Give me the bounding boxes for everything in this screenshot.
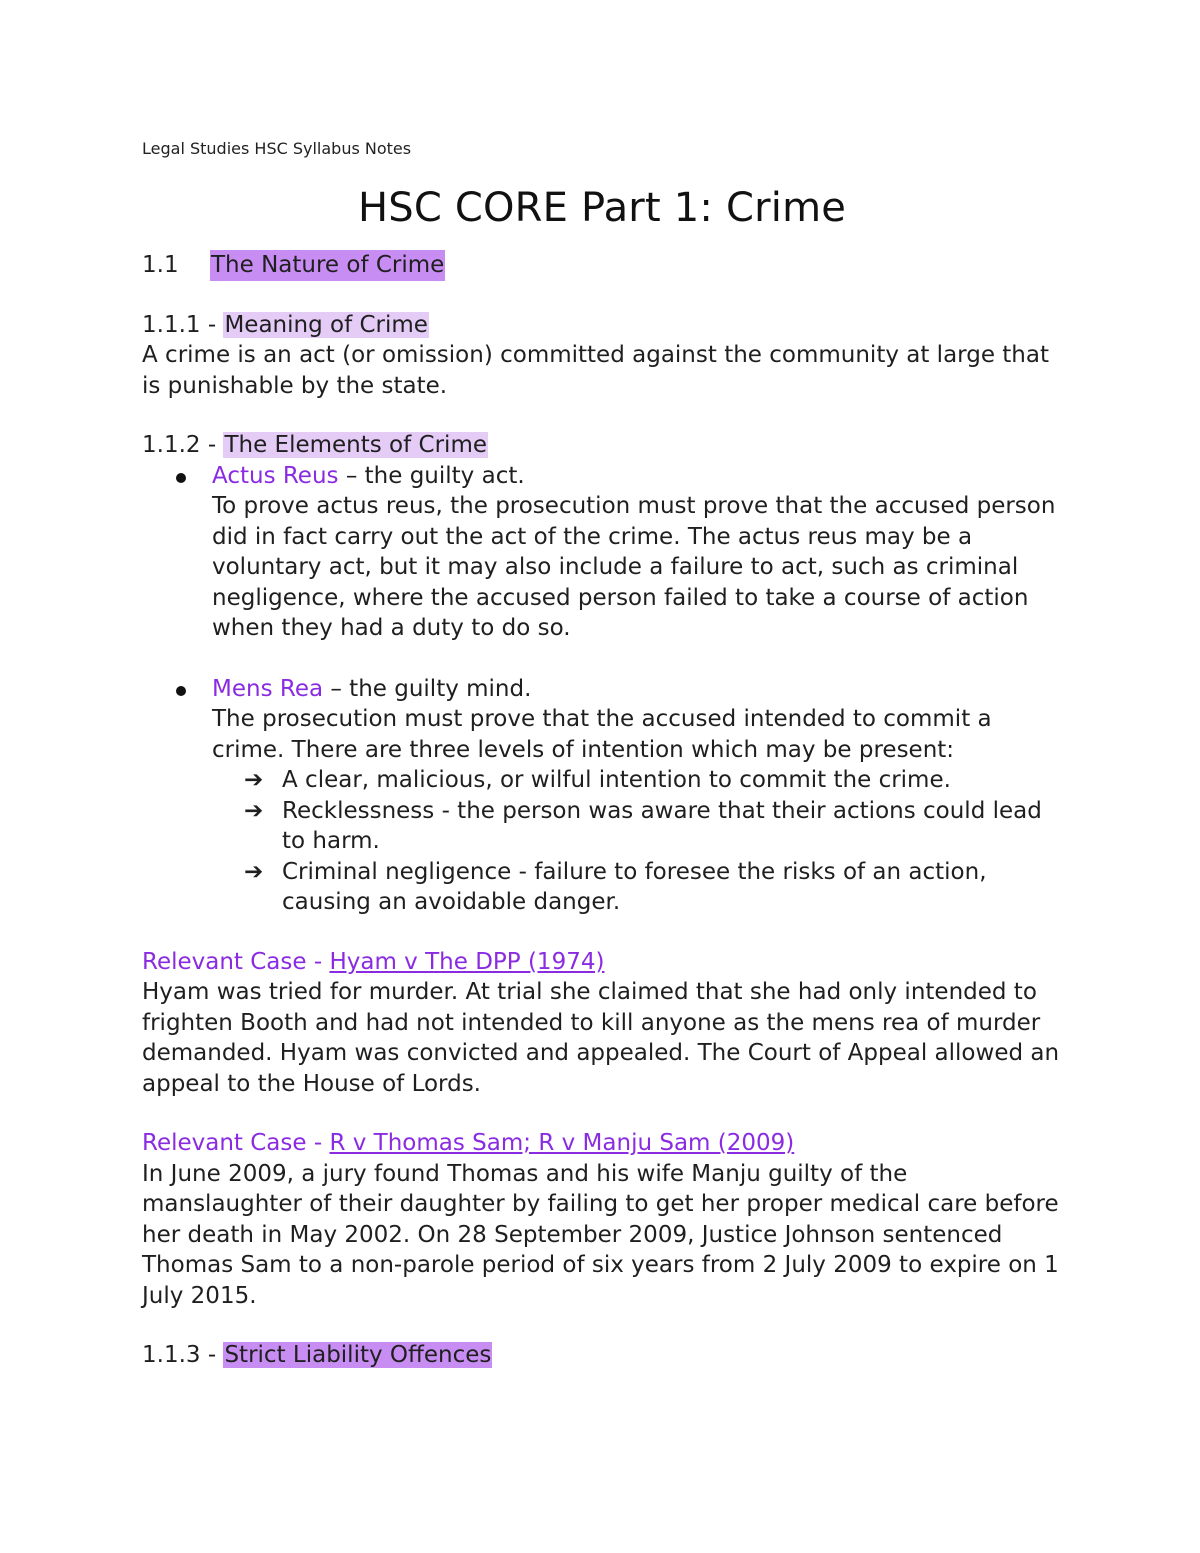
section-title: The Nature of Crime bbox=[210, 250, 445, 281]
list-item-text: Recklessness - the person was aware that their actions could lead to harm. bbox=[282, 797, 1042, 854]
term-definition: – the guilty mind. bbox=[323, 675, 532, 702]
subsection-number: 1.1.2 - bbox=[142, 432, 224, 458]
document-page bbox=[142, 138, 1062, 1371]
list-item bbox=[212, 857, 1062, 918]
subsection-meaning bbox=[142, 310, 1062, 402]
subsection-heading bbox=[142, 430, 1062, 461]
list-item bbox=[212, 765, 1062, 796]
section-heading bbox=[142, 250, 1062, 281]
bullet-icon bbox=[176, 686, 186, 696]
list-item-actus-reus bbox=[142, 461, 1062, 644]
subsection-heading bbox=[142, 310, 1062, 341]
arrow-right-icon: ➔ bbox=[244, 858, 264, 885]
term-definition: – the guilty act. bbox=[338, 462, 525, 489]
list-item-text: A clear, malicious, or wilful intention to commit the crime. bbox=[282, 767, 951, 793]
case-label: Relevant Case - bbox=[142, 948, 330, 975]
subsection-strict-liability bbox=[142, 1340, 1062, 1371]
subsection-title: Meaning of Crime bbox=[224, 311, 428, 338]
subsection-title: The Elements of Crime bbox=[224, 432, 487, 458]
term-actus-reus: Actus Reus bbox=[212, 462, 339, 489]
case-label: Relevant Case - bbox=[142, 1130, 330, 1156]
list-item-mens-rea bbox=[142, 674, 1062, 918]
paragraph: A crime is an act (or omission) committed against the community at large that is punishable by the state. bbox=[142, 342, 1049, 399]
paragraph: The prosecution must prove that the accused intended to commit a crime. There are three levels of intention which may be present: bbox=[212, 706, 992, 763]
intention-levels-list bbox=[212, 765, 1062, 918]
arrow-right-icon: ➔ bbox=[244, 767, 264, 793]
paragraph: Hyam was tried for murder. At trial she claimed that she had only intended to frighten Booth and had not intended to kill anyone as the mens rea of murder demanded. Hyam was convicted and appealed. The Court of Appeal allowed an appeal to the House of Lords. bbox=[142, 979, 1060, 1097]
subsection-title: Strict Liability Offences bbox=[224, 1342, 492, 1368]
section-number: 1.1 bbox=[142, 252, 179, 278]
case-heading bbox=[142, 947, 1062, 978]
paragraph: To prove actus reus, the prosecution must prove that the accused person did in fact carry out the act of the crime. The actus reus may be a voluntary act, but it may also include a failure to act, such as criminal negligence, where the accused person failed to take a course of action when they had a duty to do so. bbox=[212, 493, 1056, 641]
page-title: HSC CORE Part 1: Crime bbox=[357, 185, 847, 231]
term-mens-rea: Mens Rea bbox=[212, 675, 324, 702]
document-header-label: Legal Studies HSC Syllabus Notes bbox=[142, 139, 412, 158]
case-link[interactable]: Hyam v The DPP (1974) bbox=[329, 948, 605, 975]
case-heading bbox=[142, 1128, 1062, 1159]
list-item bbox=[212, 796, 1062, 857]
list-item-text: Criminal negligence - failure to foresee the risks of an action, causing an avoidable danger. bbox=[282, 858, 987, 915]
subsection-number: 1.1.3 - bbox=[142, 1342, 224, 1368]
case-link[interactable]: R v Thomas Sam; R v Manju Sam (2009) bbox=[329, 1130, 795, 1156]
case-hyam bbox=[142, 947, 1062, 1100]
subsection-elements bbox=[142, 430, 1062, 918]
paragraph: In June 2009, a jury found Thomas and his wife Manju guilty of the manslaughter of their daughter by failing to get her proper medical care before her death in May 2002. On 28 September 2009, Justice Johnson sentenced Thomas Sam to a non-parole period of six years from 2 July 2009 to expire on 1 July 2015. bbox=[142, 1160, 1059, 1309]
arrow-right-icon: ➔ bbox=[244, 797, 264, 824]
subsection-number: 1.1.1 - bbox=[142, 311, 224, 338]
bullet-icon bbox=[176, 473, 186, 483]
elements-list bbox=[142, 461, 1062, 918]
case-sam bbox=[142, 1128, 1062, 1311]
